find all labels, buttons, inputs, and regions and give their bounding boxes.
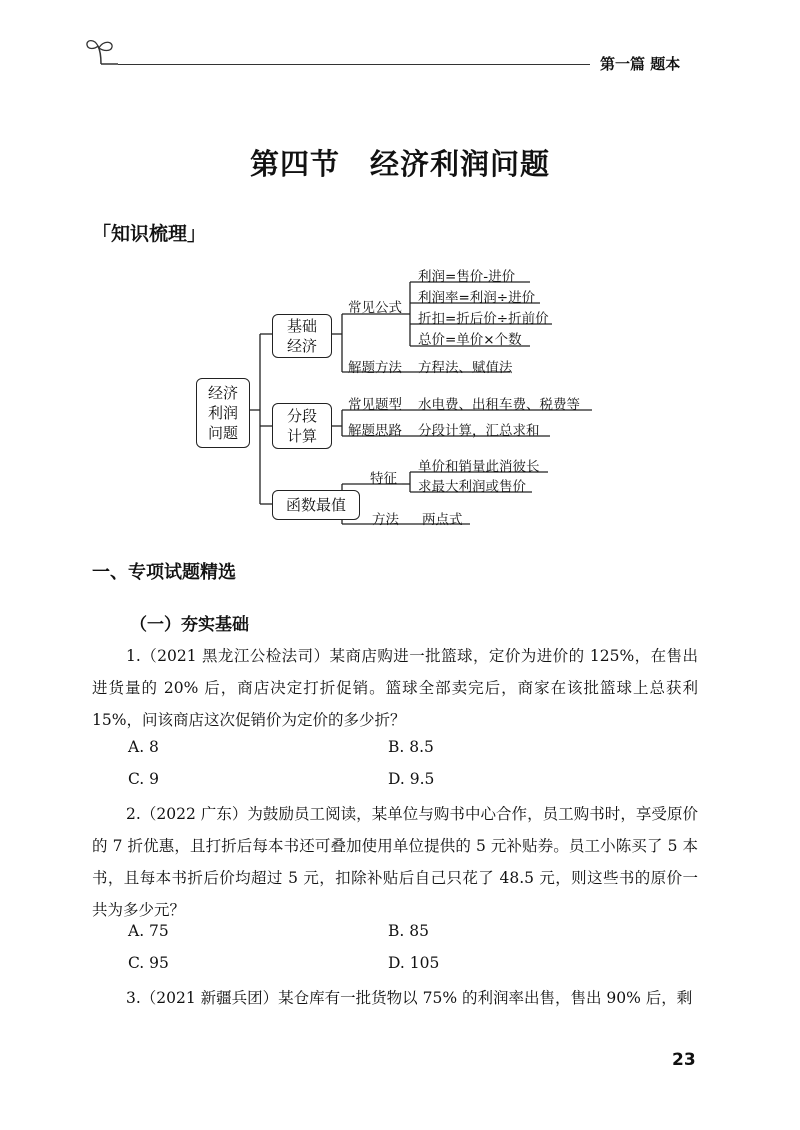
question-3 [92,982,698,1014]
q1-option-d: D. 9.5 [388,770,435,788]
knowledge-label: 「知识梳理」 [92,223,207,245]
formula-2: 利润率=利润÷进价 [418,290,536,306]
q1-option-a: A. 8 [128,738,159,756]
q1-option-b: B. 8.5 [388,738,434,756]
header-rule [118,64,590,65]
label-common-types: 常见题型 [348,397,402,413]
question-3-text: 3.（2021 新疆兵团）某仓库有一批货物以 75% 的利润率出售，售出 90% 后，剩 [126,989,693,1007]
label-solve-idea: 解题思路 [348,423,402,439]
text-common-types: 水电费、出租车费、税费等 [418,397,580,413]
q2-option-a: A. 75 [128,922,169,940]
formula-1: 利润=售价-进价 [418,269,516,285]
question-2-text: 2.（2022 广东）为鼓励员工阅读，某单位与购书中心合作，员工购书时，享受原价的 7 折优惠，且打折后每本书还可叠加使用单位提供的 5 元补贴券。员工小陈买了 5 本书，且每本书折后价均超过 5 元，扣除补贴后自己只花了 48.5 元，则这些书的原价一共为多少元？ [92,805,698,919]
section-heading: 一、专项试题精选 [92,562,236,583]
feature-2: 求最大利润或售价 [418,479,526,495]
page-number: 23 [672,1050,696,1070]
text-solve-method: 方程法、赋值法 [418,360,513,376]
q2-option-c: C. 95 [128,954,169,972]
branch-piecewise: 分段计算 [272,403,332,449]
q2-option-d: D. 105 [388,954,440,972]
formula-3: 折扣=折后价÷折前价 [418,311,549,327]
mindmap-root: 经济利润问题 [196,378,250,448]
text-solve-idea: 分段计算，汇总求和 [418,423,540,439]
header-text: 第一篇 题本 [600,55,681,73]
formula-4: 总价=单价×个数 [418,332,522,348]
subsection-heading: （一）夯实基础 [130,615,249,635]
branch-function-extremum: 函数最值 [272,490,360,520]
question-1-text: 1.（2021 黑龙江公检法司）某商店购进一批篮球，定价为进价的 125%，在售出进货量的 20% 后，商店决定打折促销。篮球全部卖完后，商家在该批篮球上总获利 15%，问该商店这次促销价为定价的多少折？ [92,647,698,729]
text-method: 两点式 [422,512,463,528]
question-2 [92,798,698,926]
label-common-formulas: 常见公式 [348,300,402,316]
sprout-icon [84,36,118,70]
label-solve-method: 解题方法 [348,360,402,376]
question-1 [92,640,698,736]
feature-1: 单价和销量此消彼长 [418,459,540,475]
q2-option-b: B. 85 [388,922,429,940]
page-title: 第四节 经济利润问题 [249,147,550,181]
q1-option-c: C. 9 [128,770,160,788]
label-method: 方法 [372,512,399,528]
label-features: 特征 [370,471,397,487]
branch-basic-economics: 基础经济 [272,314,332,358]
